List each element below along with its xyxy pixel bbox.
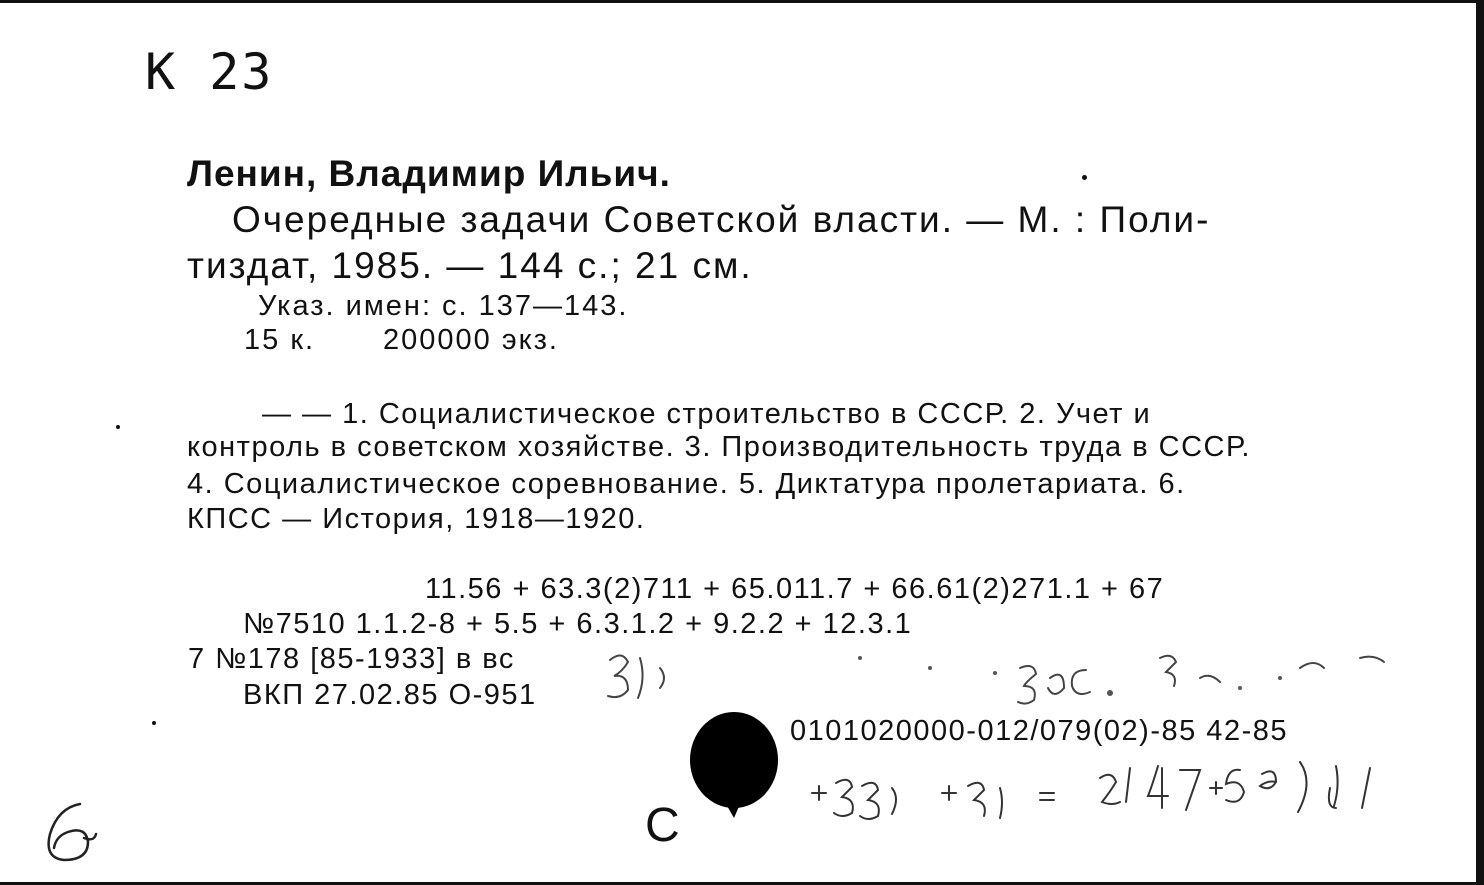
classification-line-3: 7 №178 [85-1933] в вс: [188, 643, 515, 675]
handwritten-number-six: [40, 798, 110, 868]
speck: [152, 721, 156, 725]
card-letter: С: [645, 799, 680, 852]
index-note: Указ. имен: с. 137—143.: [258, 290, 629, 322]
subject-line-4: КПСС — История, 1918—1920.: [187, 503, 646, 535]
punch-hole-blot: [688, 708, 780, 818]
subject-line-3: 4. Социалистическое соревнование. 5. Диктатура пролетариата. 6.: [187, 468, 1186, 500]
classification-line-5: 0101020000-012/079(02)-85 42-85: [790, 715, 1288, 747]
subject-line-2: контроль в советском хозяйстве. 3. Производительность труда в СССР.: [187, 431, 1251, 463]
subject-line-1: — — 1. Социалистическое строительство в СССР. 2. Учет и: [262, 398, 1152, 430]
circulation: 200000 экз.: [383, 324, 559, 356]
title-line-1: Очередные задачи Советской власти. — М. : Поли-: [232, 199, 1211, 240]
call-number: К 23: [145, 43, 274, 101]
classification-line-4: ВКП 27.02.85 О-951: [243, 679, 537, 711]
speck: [1082, 175, 1087, 180]
pencil-annotation-lower: [800, 748, 1410, 828]
pencil-annotation-upper: [600, 638, 1410, 708]
price: 15 к.: [244, 324, 316, 356]
classification-line-1: 11.56 + 63.3(2)711 + 65.011.7 + 66.61(2)271.1 + 67: [425, 573, 1165, 605]
title-line-2: тиздат, 1985. — 144 с.; 21 см.: [187, 245, 753, 286]
author-heading: Ленин, Владимир Ильич.: [187, 153, 671, 194]
classification-line-2: №7510 1.1.2-8 + 5.5 + 6.3.1.2 + 9.2.2 + 12.3.1: [243, 608, 913, 640]
speck: [116, 425, 120, 429]
